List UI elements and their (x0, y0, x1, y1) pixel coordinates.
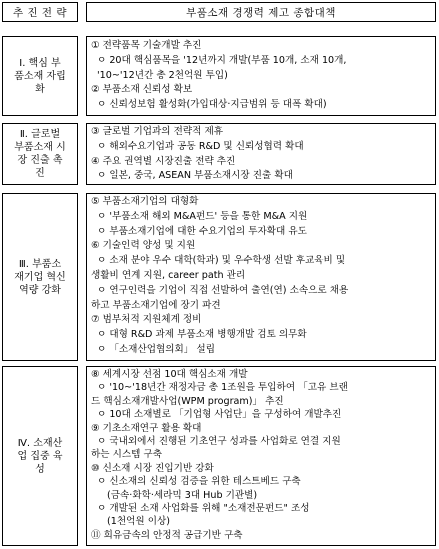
section-3-line-3: ㅇ 부품소재기업에 대한 수요기업의 투자확대 유도 (97, 225, 307, 237)
section-3-line-5: ㅇ 소재 분야 우수 대학(학과) 및 우수학생 선발 후교육비 및 (97, 255, 346, 267)
header-right-cell (86, 2, 436, 22)
section-4-line-5: ⑨ 기초소재연구 활용 확대 (91, 422, 202, 434)
section-4-line-13: ⑪ 희유금속의 안정적 공급기반 구축 (91, 529, 243, 541)
section-2-label-cell (2, 123, 78, 185)
section-3-line-11: ㅇ 「소재산업협의회」 설립 (97, 343, 215, 355)
section-3-line-9: ⑦ 범부처적 지원체계 정비 (91, 314, 202, 326)
section-2-line-3: ④ 주요 권역별 시장진출 전략 추진 (91, 155, 236, 167)
section-1-line-4: ② 부품소재 신뢰성 확보 (91, 84, 193, 96)
section-4-line-1: ⑧ 세계시장 선점 10대 핵심소재 개발 (91, 369, 248, 380)
section-1-label: Ⅰ. 핵심 부 품소재 자립 화 (14, 57, 66, 95)
section-3-line-1: ⑤ 부품소재기업의 대형화 (91, 196, 199, 207)
section-1-line-5: ㅇ 신뢰성보험 활성화(가입대상·지급범위 등 대폭 확대) (97, 99, 327, 111)
section-4-line-4: ㅇ 10대 소재별로 「기업형 사업단」을 구성하여 개발추진 (97, 409, 342, 421)
section-4-content (86, 366, 436, 546)
section-2-content (86, 123, 436, 185)
section-3-line-7: ㅇ 연구인력을 기업이 직접 선발하여 출연(연) 소속으로 채용 (97, 284, 349, 296)
header-left-cell (2, 2, 78, 22)
section-3-label: Ⅲ. 부품소 재기업 혁신 역량 강화 (14, 258, 66, 296)
section-4-line-8: ⑩ 신소재 시장 진입기반 강화 (91, 462, 214, 474)
section-1-line-3: '10~'12년간 총 2천억원 투입) (97, 69, 228, 81)
section-2-label: Ⅱ. 글로벌 부품소재 시 장 진출 촉 진 (14, 129, 66, 179)
section-1-line-1: ① 전략품목 기술개발 추진 (91, 40, 202, 51)
section-4-line-3: 드 핵심소재개발사업(WPM program)」 추진 (91, 395, 284, 407)
header-right-title: 부품소재 경쟁력 제고 종합대책 (186, 6, 336, 19)
section-3-label-cell (2, 193, 78, 361)
section-4-line-12: (1천억원 이상) (107, 516, 170, 528)
section-4-line-10: (금속·화학·세라믹 3대 Hub 기관별) (107, 489, 258, 501)
section-1-label-cell (2, 36, 78, 116)
section-3-line-10: ㅇ 대형 R&D 과제 부품소재 병행개발 검토 의무화 (97, 329, 307, 341)
section-1-content (86, 36, 436, 116)
section-4-line-11: ㅇ 개발된 소재 사업화를 위해 "소재전문펀드" 조성 (97, 503, 310, 515)
section-2-line-2: ㅇ 해외수요기업과 공동 R&D 및 신뢰성협력 확대 (97, 140, 304, 152)
section-4-label: Ⅳ. 소재산 업 집중 육 성 (17, 437, 63, 475)
section-3-line-4: ⑥ 기술인력 양성 및 지원 (91, 240, 196, 252)
section-3-line-6: 생활비 연계 지원, career path 관리 (91, 269, 246, 281)
section-2-line-1: ③ 글로벌 기업과의 전략적 제휴 (91, 126, 224, 137)
section-3-line-8: 하고 부품소재기업에 장기 파견 (91, 299, 221, 311)
section-4-label-cell (2, 366, 78, 546)
section-3-line-2: ㅇ '부품소재 해외 M&A펀드' 등을 통한 M&A 지원 (97, 210, 308, 222)
section-4-line-6: ㅇ 국내외에서 진행된 기초연구 성과를 사업화로 연결 지원 (97, 436, 341, 448)
section-4-line-7: 하는 시스템 구축 (91, 449, 162, 461)
section-2-line-4: ㅇ 일본, 중국, ASEAN 부품소재시장 진출 확대 (97, 170, 293, 182)
section-3-content (86, 193, 436, 361)
section-1-line-2: ㅇ 20대 핵심품목을 '12년까지 개발(부품 10개, 소재 10개, (97, 54, 347, 66)
section-4-line-2: ㅇ '10~'18년간 재정자금 총 1조원을 투입하여 「고유 브랜 (97, 382, 348, 394)
header-left-label: 추 진 전 략 (12, 6, 68, 19)
section-4-line-9: ㅇ 신소재의 신뢰성 검증을 위한 테스트베드 구축 (97, 476, 301, 488)
